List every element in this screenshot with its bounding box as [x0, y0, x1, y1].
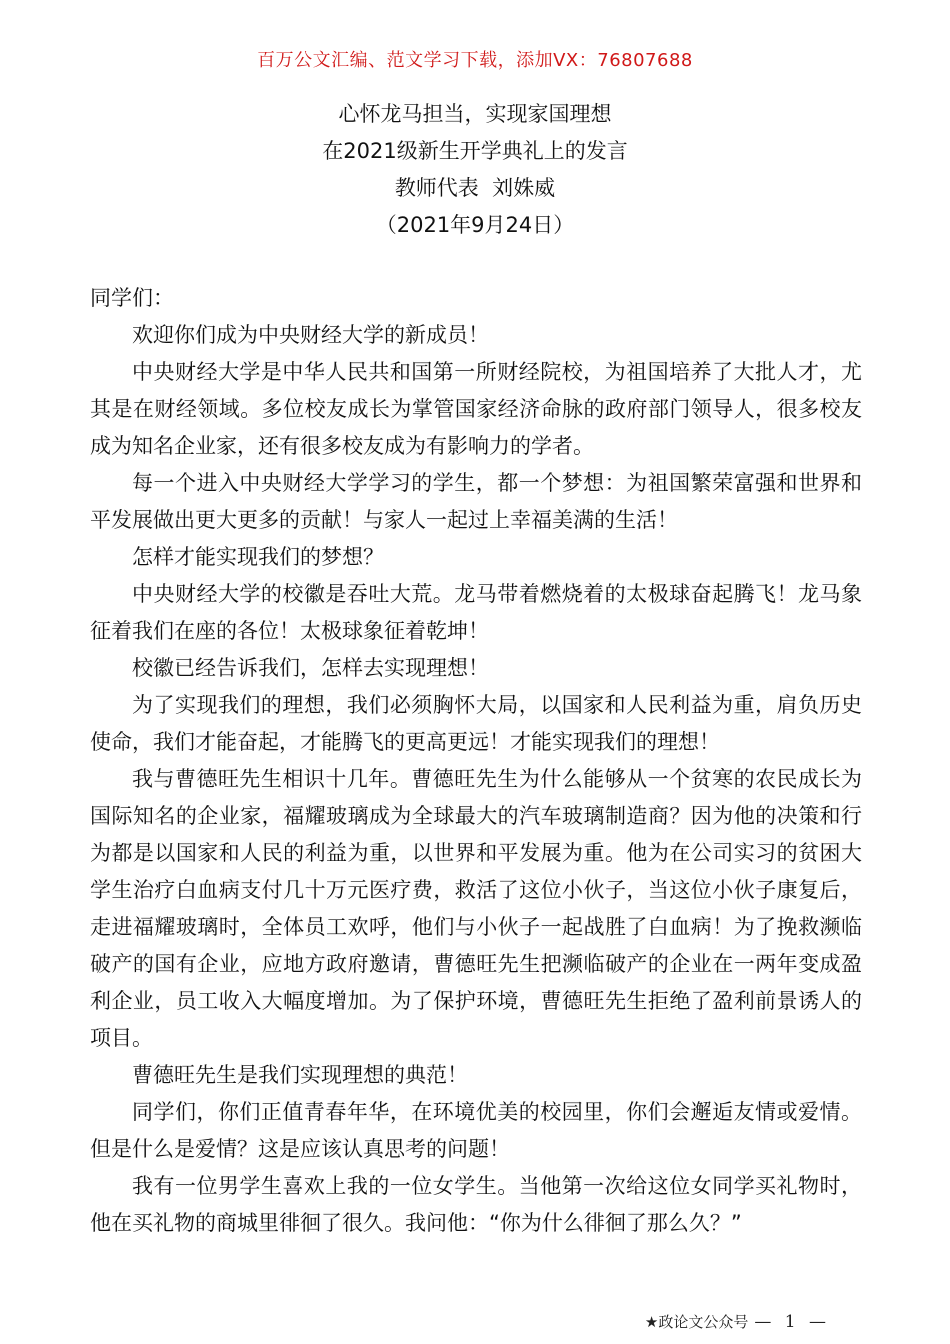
- page-number: — 1 —: [754, 1311, 830, 1332]
- paragraph: 我与曹德旺先生相识十几年。曹德旺先生为什么能够从一个贫寒的农民成长为国际知名的企业家，福耀玻璃成为全球最大的汽车玻璃制造商？因为他的决策和行为都是以国家和人民的利益为重，以世界和平发展为重。他为在公司实习的贫困大学生治疗白血病支付几十万元医疗费，救活了这位小伙子，当这位小伙子康复后，走进福耀玻璃时，全体员工欢呼，他们与小伙子一起战胜了白血病！为了挽救濒临破产的国有企业，应地方政府邀请，曹德旺先生把濒临破产的企业在一两年变成盈利企业，员工收入大幅度增加。为了保护环境，曹德旺先生拒绝了盈利前景诱人的项目。: [90, 767, 862, 1050]
- speech-date: （2021年9月24日）: [375, 213, 575, 237]
- paragraph: 校徽已经告诉我们，怎样去实现理想！: [132, 656, 489, 680]
- download-banner: 百万公文汇编、范文学习下载，添加VX：76807688: [257, 50, 693, 71]
- footer-source: ★政论文公众号: [644, 1313, 749, 1331]
- paragraph: 中央财经大学是中华人民共和国第一所财经院校，为祖国培养了大批人才，尤其是在财经领域。多位校友成长为掌管国家经济命脉的政府部门领导人，很多校友成为知名企业家，还有很多校友成为有影响力的学者。: [90, 360, 862, 458]
- paragraph: 曹德旺先生是我们实现理想的典范！: [132, 1063, 468, 1087]
- paragraph: 欢迎你们成为中央财经大学的新成员！: [132, 323, 489, 347]
- paragraph: 为了实现我们的理想，我们必须胸怀大局，以国家和人民利益为重，肩负历史使命，我们才能奋起，才能腾飞的更高更远！才能实现我们的理想！: [90, 693, 862, 754]
- paragraph: 我有一位男学生喜欢上我的一位女学生。当他第一次给这位女同学买礼物时，他在买礼物的商城里徘徊了很久。我问他：“你为什么徘徊了那么久？”: [90, 1174, 862, 1235]
- document-subtitle: 在2021级新生开学典礼上的发言: [322, 139, 628, 163]
- document-title: 心怀龙马担当，实现家国理想: [338, 102, 612, 126]
- document-header: [0, 96, 950, 244]
- paragraph: 同学们，你们正值青春年华，在环境优美的校园里，你们会邂逅友情或爱情。但是什么是爱情？这是应该认真思考的问题！: [90, 1100, 862, 1161]
- paragraph: 怎样才能实现我们的梦想？: [132, 545, 384, 569]
- page-footer: [645, 1311, 830, 1332]
- paragraph: 每一个进入中央财经大学学习的学生，都一个梦想：为祖国繁荣富强和世界和平发展做出更大更多的贡献！与家人一起过上幸福美满的生活！: [90, 471, 862, 532]
- paragraph: 中央财经大学的校徽是吞吐大荒。龙马带着燃烧着的太极球奋起腾飞！龙马象征着我们在座的各位！太极球象征着乾坤！: [90, 582, 862, 643]
- speaker-line: 教师代表 刘姝威: [394, 176, 556, 200]
- salutation: 同学们：: [90, 286, 174, 310]
- speech-body: [90, 280, 862, 1242]
